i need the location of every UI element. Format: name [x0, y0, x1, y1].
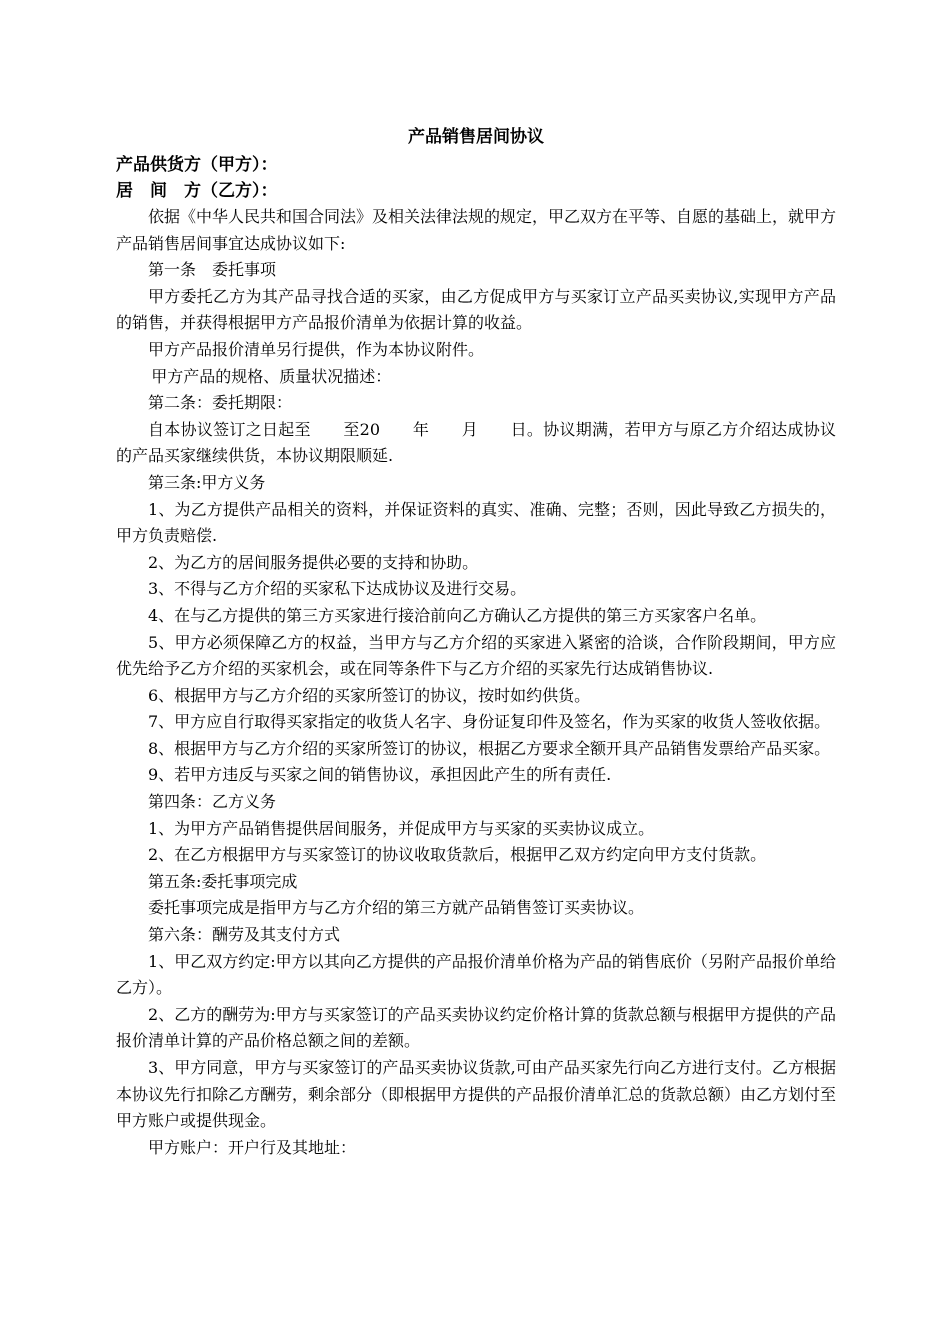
article-3-item: 3、不得与乙方介绍的买家私下达成协议及进行交易。 — [148, 579, 527, 599]
party-a-account-line: 甲方账户：开户行及其地址： — [148, 1137, 357, 1157]
article-5-paragraph: 委托事项完成是指甲方与乙方介绍的第三方就产品销售签订买卖协议。 — [148, 898, 645, 918]
article-3-item: 8、根据甲方与乙方介绍的买家所签订的协议，根据乙方要求全额开具产品销售发票给产品买家。 — [148, 738, 831, 758]
article-4-item: 1、为甲方产品销售提供居间服务，并促成甲方与买家的买卖协议成立。 — [148, 818, 655, 838]
article-3-item: 6、根据甲方与乙方介绍的买家所签订的协议，按时如约供货。 — [148, 685, 591, 705]
article-3-item: 7、甲方应自行取得买家指定的收货人名字、身份证复印件及签名，作为买家的收货人签收依据。 — [148, 712, 831, 732]
article-1-paragraph: 甲方产品的规格、质量状况描述： — [151, 366, 392, 386]
article-3-item: 2、为乙方的居间服务提供必要的支持和协助。 — [148, 552, 479, 572]
article-5-heading: 第五条:委托事项完成 — [148, 871, 298, 891]
document-page — [116, 122, 836, 1161]
article-6-item: 1、甲乙双方约定:甲方以其向乙方提供的产品报价清单价格为产品的销售底价（另附产品报价单给乙方）。 — [116, 951, 836, 998]
article-6-heading: 第六条：酬劳及其支付方式 — [148, 925, 341, 945]
article-3-item: 9、若甲方违反与买家之间的销售协议，承担因此产生的所有责任. — [148, 765, 612, 785]
document-title: 产品销售居间协议 — [408, 127, 544, 147]
article-3-item: 4、在与乙方提供的第三方买家进行接洽前向乙方确认乙方提供的第三方买家客户名单。 — [148, 605, 767, 625]
party-b-line: 居 间 方（乙方）： — [116, 181, 278, 201]
article-3-item: 5、甲方必须保障乙方的权益，当甲方与乙方介绍的买家进入紧密的洽谈，合作阶段期间，甲方应优先给予乙方介绍的买家机会，或在同等条件下与乙方介绍的买家先行达成销售协议. — [116, 632, 836, 679]
article-4-item: 2、在乙方根据甲方与买家签订的协议收取货款后，根据甲乙双方约定向甲方支付货款。 — [148, 845, 767, 865]
article-4-heading: 第四条：乙方义务 — [148, 792, 277, 812]
preamble-paragraph: 依据《中华人民共和国合同法》及相关法律法规的规定，甲乙双方在平等、自愿的基础上，就甲方产品销售居间事宜达成协议如下: — [116, 207, 837, 253]
article-3-heading: 第三条:甲方义务 — [148, 472, 266, 492]
party-a-line: 产品供货方（甲方）： — [116, 155, 278, 175]
article-6-item: 2、乙方的酬劳为:甲方与买家签订的产品买卖协议约定价格计算的货款总额与根据甲方提供的产品报价清单计算的产品价格总额之间的差额。 — [116, 1004, 836, 1051]
article-2-paragraph: 自本协议签订之日起至 至20 年 月 日。协议期满，若甲方与原乙方介绍达成协议的产品买家继续供货，本协议期限顺延. — [116, 419, 836, 466]
article-3-item: 1、为乙方提供产品相关的资料，并保证资料的真实、准确、完整；否则，因此导致乙方损失的，甲方负责赔偿. — [116, 499, 836, 546]
article-6-item: 3、甲方同意，甲方与买家签订的产品买卖协议货款,可由产品买家先行向乙方进行支付。乙方根据本协议先行扣除乙方酬劳，剩余部分（即根据甲方提供的产品报价清单汇总的货款总额）由乙方划付至甲方账户或提供现金。 — [116, 1058, 837, 1131]
article-1-heading: 第一条 委托事项 — [148, 260, 277, 280]
article-2-heading: 第二条：委托期限： — [148, 393, 293, 413]
article-1-paragraph: 甲方产品报价清单另行提供，作为本协议附件。 — [148, 339, 485, 359]
article-1-paragraph: 甲方委托乙方为其产品寻找合适的买家，由乙方促成甲方与买家订立产品买卖协议,实现甲方产品的销售，并获得根据甲方产品报价清单为依据计算的收益。 — [116, 286, 836, 333]
